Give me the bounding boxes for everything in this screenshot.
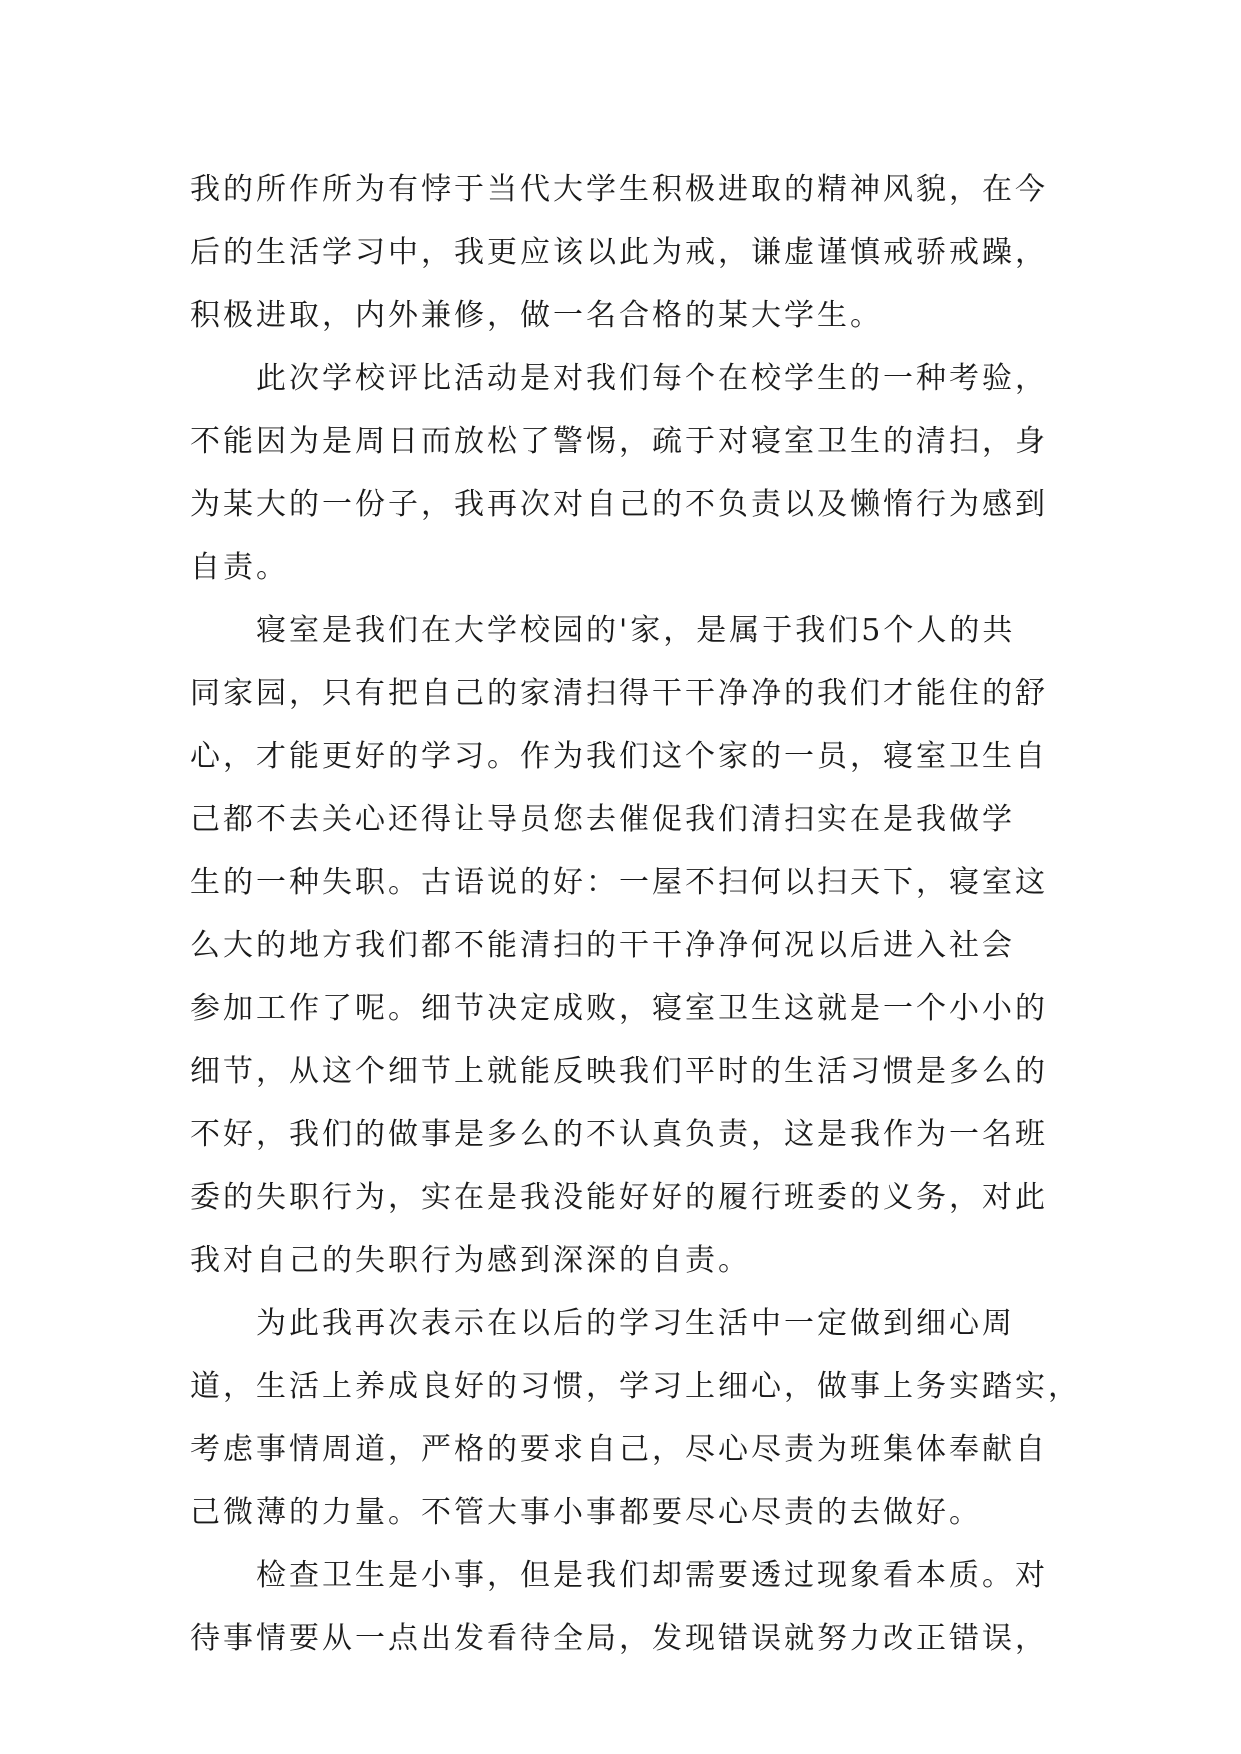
text-line: 寝室是我们在大学校园的'家，是属于我们5个人的共 — [256, 613, 1016, 648]
text-line: 此次学校评比活动是对我们每个在校学生的一种考验， — [256, 361, 1048, 396]
text-line: 道，生活上养成良好的习惯，学习上细心，做事上务实踏实， — [190, 1369, 1081, 1404]
text-line: 不能因为是周日而放松了警惕，疏于对寝室卫生的清扫，身 — [190, 424, 1048, 459]
text-line: 细节，从这个细节上就能反映我们平时的生活习惯是多么的 — [190, 1054, 1048, 1089]
text-line: 考虑事情周道，严格的要求自己，尽心尽责为班集体奉献自 — [190, 1432, 1048, 1467]
text-line: 检查卫生是小事，但是我们却需要透过现象看本质。对 — [256, 1558, 1048, 1593]
text-line: 为某大的一份子，我再次对自己的不负责以及懒惰行为感到 — [190, 487, 1048, 522]
text-line: 不好，我们的做事是多么的不认真负责，这是我作为一名班 — [190, 1117, 1048, 1152]
text-line: 积极进取，内外兼修，做一名合格的某大学生。 — [190, 298, 883, 333]
text-line: 待事情要从一点出发看待全局，发现错误就努力改正错误， — [190, 1621, 1048, 1656]
text-line: 心，才能更好的学习。作为我们这个家的一员，寝室卫生自 — [190, 739, 1048, 774]
text-line: 后的生活学习中，我更应该以此为戒，谦虚谨慎戒骄戒躁， — [190, 235, 1048, 270]
text-line: 生的一种失职。古语说的好：一屋不扫何以扫天下，寝室这 — [190, 865, 1048, 900]
document-body — [190, 158, 1081, 1670]
text-line: 己微薄的力量。不管大事小事都要尽心尽责的去做好。 — [190, 1495, 982, 1530]
text-line: 己都不去关心还得让导员您去催促我们清扫实在是我做学 — [190, 802, 1015, 837]
text-line: 我的所作所为有悖于当代大学生积极进取的精神风貌，在今 — [190, 172, 1048, 207]
text-line: 委的失职行为，实在是我没能好好的履行班委的义务，对此 — [190, 1180, 1048, 1215]
text-line: 同家园，只有把自己的家清扫得干干净净的我们才能住的舒 — [190, 676, 1048, 711]
text-line: 参加工作了呢。细节决定成败，寝室卫生这就是一个小小的 — [190, 991, 1048, 1026]
text-line: 自责。 — [190, 550, 289, 585]
text-line: 为此我再次表示在以后的学习生活中一定做到细心周 — [256, 1306, 1015, 1341]
text-line: 我对自己的失职行为感到深深的自责。 — [190, 1243, 751, 1278]
text-line: 么大的地方我们都不能清扫的干干净净何况以后进入社会 — [190, 928, 1015, 963]
